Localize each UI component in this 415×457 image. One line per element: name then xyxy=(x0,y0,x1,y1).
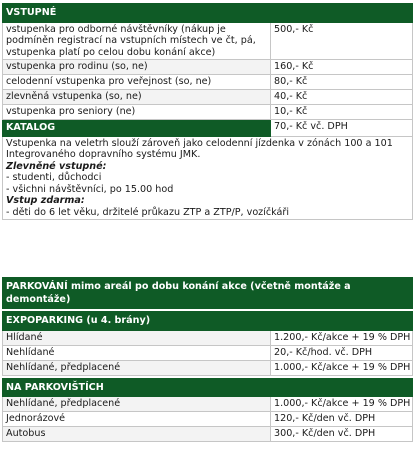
vstupne-title: VSTUPNÉ xyxy=(3,4,413,23)
ticket-professional-label: vstupenka pro odborné návštěvníky (nákup je podmíněn registrací na vstupních místech ve čt, pá, vstupenka platí po celou dobu konání akce) xyxy=(3,22,271,60)
expo-unguarded-price: 20,- Kč/hod. vč. DPH xyxy=(271,345,413,360)
ticket-senior-label: vstupenka pro seniory (ne) xyxy=(3,105,271,120)
expo-prepaid-price: 1.000,- Kč/akce + 19 % DPH xyxy=(271,360,413,375)
na-parkovistich-title: NA PARKOVIŠTÍCH xyxy=(3,378,413,397)
vstupne-note xyxy=(3,136,413,220)
note-discount-item-2: - všichni návštěvníci, po 15.00 hod xyxy=(6,183,174,195)
vstupne-table xyxy=(2,3,413,220)
ticket-family-label: vstupenka pro rodinu (so, ne) xyxy=(3,60,271,75)
parkovani-table xyxy=(2,277,413,442)
ticket-discount-price: 40,- Kč xyxy=(271,90,413,105)
na-prepaid-label: Nehlídané, předplacené xyxy=(3,397,271,412)
ticket-public-price: 80,- Kč xyxy=(271,75,413,90)
expo-guarded-label: Hlídané xyxy=(3,330,271,345)
katalog-price: 70,- Kč vč. DPH xyxy=(271,120,413,137)
na-bus-price: 300,- Kč/den vč. DPH xyxy=(271,427,413,442)
na-prepaid-price: 1.000,- Kč/akce + 19 % DPH xyxy=(271,397,413,412)
ticket-discount-label: zlevněná vstupenka (so, ne) xyxy=(3,90,271,105)
ticket-public-label: celodenní vstupenka pro veřejnost (so, ne) xyxy=(3,75,271,90)
parkovani-title: PARKOVÁNÍ mimo areál po dobu konání akce (včetně montáže a demontáže) xyxy=(3,278,413,309)
katalog-label: KATALOG xyxy=(3,120,271,137)
ticket-family-price: 160,- Kč xyxy=(271,60,413,75)
na-single-label: Jednorázové xyxy=(3,412,271,427)
expoparking-title: EXPOPARKING (u 4. brány) xyxy=(3,312,413,331)
note-free-title: Vstup zdarma: xyxy=(6,195,85,206)
na-bus-label: Autobus xyxy=(3,427,271,442)
note-discount-title: Zlevněné vstupné: xyxy=(6,160,107,172)
note-discount-item-1: - studenti, důchodci xyxy=(6,172,102,183)
expo-guarded-price: 1.200,- Kč/akce + 19 % DPH xyxy=(271,330,413,345)
expo-unguarded-label: Nehlídané xyxy=(3,345,271,360)
ticket-senior-price: 10,- Kč xyxy=(271,105,413,120)
note-transport: Vstupenka na veletrh slouží zároveň jako celodenní jízdenka v zónách 100 a 101 Integrovaného dopravního systému JMK. xyxy=(6,137,393,160)
expo-prepaid-label: Nehlídané, předplacené xyxy=(3,360,271,375)
note-free-item-1: - děti do 6 let věku, držitelé průkazu ZTP a ZTP/P, vozíčkáři xyxy=(6,206,290,218)
ticket-professional-price: 500,- Kč xyxy=(271,22,413,60)
na-single-price: 120,- Kč/den vč. DPH xyxy=(271,412,413,427)
